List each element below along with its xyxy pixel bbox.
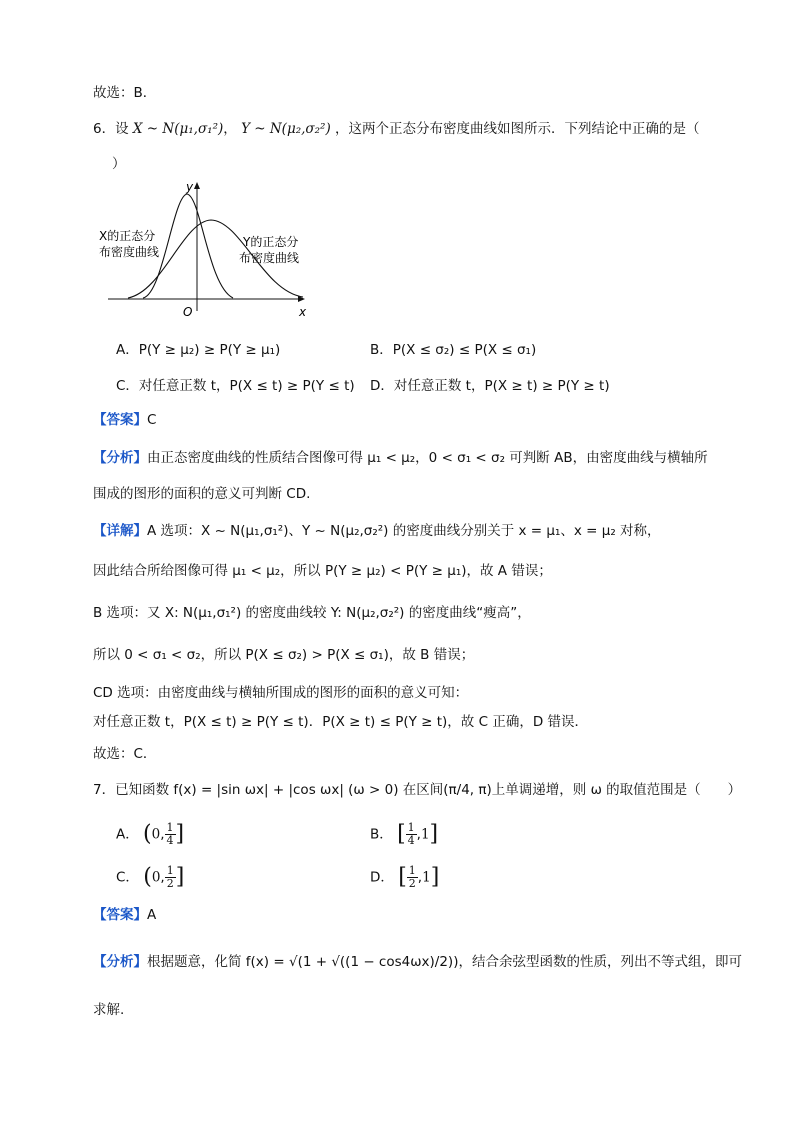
q7c-zero: 0 bbox=[151, 869, 161, 886]
q6-detail-line-5: CD 选项：由密度曲线与横轴所围成的图形的面积的意义可知： bbox=[93, 685, 469, 701]
origin-label: O bbox=[183, 305, 193, 319]
q6-x-dist: X ~ N(μ₁,σ₁²) bbox=[132, 121, 224, 137]
x-axis-label: x bbox=[299, 305, 307, 319]
q6-answer-value: C bbox=[147, 412, 157, 428]
question-7-stem: 7．已知函数 f(x) = |sin ωx| + |cos ωx| (ω > 0) 在区间(π/4, π)上单调递增，则 ω 的取值范围是（ ） bbox=[93, 782, 742, 798]
q7-option-d-label: D． bbox=[370, 869, 394, 886]
q6-option-d: D．对任意正数 t，P(X ≥ t) ≥ P(Y ≥ t) bbox=[370, 378, 610, 394]
answer-tag-7: 【答案】 bbox=[93, 907, 147, 923]
q7d-one: 1 bbox=[422, 869, 431, 886]
analysis-tag-7: 【分析】 bbox=[93, 954, 147, 970]
y-curve-label-1: Y的正态分 bbox=[243, 235, 299, 249]
q6-detail-line-7: 故选：C． bbox=[93, 746, 157, 762]
x-curve-label-1: X的正态分 bbox=[99, 229, 156, 243]
q6-detail-text-1: A 选项：X ~ N(μ₁,σ₁²)、Y ~ N(μ₂,σ₂²) 的密度曲线分别关于 x = μ₁、x = μ₂ 对称， bbox=[147, 523, 661, 539]
normal-curves-figure bbox=[93, 176, 323, 321]
y-axis-arrow bbox=[194, 182, 200, 189]
q7-option-a: A． (0, $\frac{1}{4}$ ] bbox=[116, 821, 185, 847]
q6-analysis-line-1 bbox=[93, 448, 708, 468]
q6-option-b: B．P(X ≤ σ₂) ≤ P(X ≤ σ₁) bbox=[370, 342, 537, 358]
q7-analysis-line-1 bbox=[93, 952, 742, 972]
q7-option-c: C． (0, $\frac{1}{2}$ ] bbox=[116, 864, 185, 890]
q6-detail-line-4: 所以 0 < σ₁ < σ₂，所以 P(X ≤ σ₂) > P(X ≤ σ₁)，故 B 错误； bbox=[93, 647, 475, 663]
q7-option-d: D． [ $\frac{1}{2}$ ,1] bbox=[370, 864, 440, 890]
q7-answer bbox=[93, 905, 156, 925]
q6-detail-line-2: 因此结合所给图像可得 μ₁ < μ₂，所以 P(Y ≥ μ₂) < P(Y ≥ μ₁)，故 A 错误； bbox=[93, 563, 552, 579]
q6-detail-line-1 bbox=[93, 521, 661, 541]
q7c-frac: $\frac{1}{2}$ bbox=[166, 864, 174, 890]
q6-analysis-text-1: 由正态密度曲线的性质结合图像可得 μ₁ < μ₂，0 < σ₁ < σ₂ 可判断 AB，由密度曲线与横轴所 bbox=[147, 450, 708, 466]
q7-analysis-text-1: 根据题意，化简 f(x) = √(1 + √((1 − cos4ωx)/2))，结合余弦型函数的性质，列出不等式组，即可 bbox=[147, 954, 742, 970]
q6-detail-line-3: B 选项：又 X: N(μ₁,σ₁²) 的密度曲线较 Y: N(μ₂,σ₂²) 的密度曲线“瘦高”， bbox=[93, 605, 531, 621]
q7-answer-value: A bbox=[147, 907, 157, 923]
q6-option-a: A．P(Y ≥ μ₂) ≥ P(Y ≥ μ₁) bbox=[116, 342, 281, 358]
q6-answer bbox=[93, 410, 156, 430]
q7b-frac: $\frac{1}{4}$ bbox=[407, 821, 415, 847]
q7a-zero: 0 bbox=[151, 826, 161, 843]
q6-detail-line-6: 对任意正数 t，P(X ≤ t) ≥ P(Y ≤ t)．P(X ≥ t) ≤ P(Y ≥ t)，故 C 正确，D 错误． bbox=[93, 714, 589, 730]
question-6-stem: 6．设 X ~ N(μ₁,σ₁²)， Y ~ N(μ₂,σ₂²) ，这两个正态分布密度曲线如图所示．下列结论中正确的是（ bbox=[93, 121, 700, 137]
q7-option-b-label: B． bbox=[370, 826, 393, 843]
q6-y-dist: Y ~ N(μ₂,σ₂²) bbox=[241, 121, 331, 137]
q6-tail: ，这两个正态分布密度曲线如图所示．下列结论中正确的是（ bbox=[335, 121, 700, 137]
q7-option-b: B． [ $\frac{1}{4}$ ,1] bbox=[370, 821, 439, 847]
detail-tag: 【详解】 bbox=[93, 523, 147, 539]
q7d-frac: $\frac{1}{2}$ bbox=[408, 864, 416, 890]
y-axis-label: y bbox=[186, 180, 194, 194]
q7b-one: 1 bbox=[420, 826, 430, 843]
y-curve-label-2: 布密度曲线 bbox=[239, 251, 300, 265]
answer-tag: 【答案】 bbox=[93, 412, 147, 428]
q7-analysis-line-2: 求解. bbox=[93, 1002, 125, 1018]
q6-option-c: C．对任意正数 t，P(X ≤ t) ≥ P(Y ≤ t) bbox=[116, 378, 355, 394]
q6-analysis-line-2: 围成的图形的面积的意义可判断 CD. bbox=[93, 486, 311, 502]
q7-option-a-label: A． bbox=[116, 826, 139, 843]
q6-number: 6．设 bbox=[93, 121, 129, 137]
analysis-tag: 【分析】 bbox=[93, 450, 147, 466]
q7a-frac: $\frac{1}{4}$ bbox=[166, 821, 174, 847]
q7-option-c-label: C． bbox=[116, 869, 139, 886]
x-curve-label-2: 布密度曲线 bbox=[99, 245, 160, 259]
q6-paren: ） bbox=[112, 156, 126, 172]
prev-answer-line: 故选：B． bbox=[93, 85, 157, 101]
